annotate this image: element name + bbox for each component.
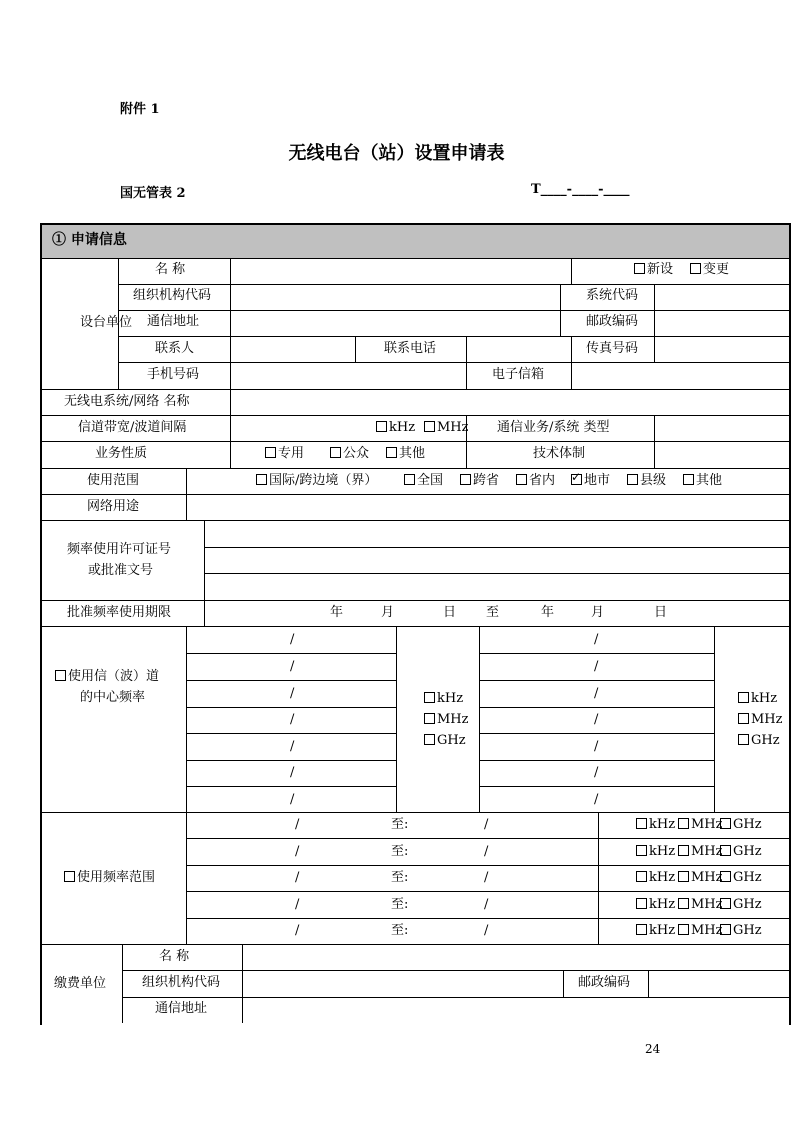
checkbox-label: MHz <box>691 897 723 912</box>
scope-label: 使用范围 <box>87 473 140 488</box>
checkbox-label: 县级 <box>640 473 667 488</box>
address-label: 通信地址 <box>147 314 200 329</box>
scope-option[interactable] <box>571 473 610 489</box>
checkbox-label: GHz <box>733 817 762 832</box>
grid-line <box>186 812 187 944</box>
form-name: 国无管表 2 <box>120 186 186 201</box>
range-ghz[interactable] <box>720 923 762 939</box>
checkbox-label: GHz <box>733 897 762 912</box>
checkbox-label: MHz <box>691 844 723 859</box>
checkbox-icon <box>678 818 689 829</box>
slash-right: / <box>594 765 599 780</box>
new-option[interactable] <box>634 262 673 278</box>
purpose-label: 网络用途 <box>87 499 140 514</box>
grid-line <box>571 336 572 389</box>
nature-option[interactable] <box>330 446 369 462</box>
scope-option[interactable] <box>627 473 666 489</box>
payer-org-code-label: 组织机构代码 <box>142 975 221 990</box>
grid-line <box>560 284 561 336</box>
mobile-label: 手机号码 <box>147 367 200 382</box>
grid-line <box>186 626 187 812</box>
system-code-label: 系统代码 <box>586 288 639 303</box>
checkbox-label: kHz <box>649 897 676 912</box>
checkbox-label: MHz <box>437 420 469 435</box>
grid-line <box>479 653 714 654</box>
org-code-label: 组织机构代码 <box>133 288 212 303</box>
grid-line <box>230 389 231 468</box>
range-mhz[interactable] <box>678 870 723 886</box>
grid-line <box>204 520 205 626</box>
slash-left: / <box>290 712 295 727</box>
range-slash-right: / <box>484 844 489 859</box>
checkbox-icon <box>690 263 701 274</box>
slash-left: / <box>290 792 295 807</box>
grid-line <box>42 441 789 442</box>
attachment-label: 附件 1 <box>120 102 160 117</box>
mhz-option[interactable] <box>424 420 469 436</box>
grid-line <box>654 441 655 468</box>
checkbox-icon <box>571 474 582 485</box>
range-slash-left: / <box>295 844 300 859</box>
page-title: 无线电台（站）设置申请表 <box>288 143 505 164</box>
checkbox-icon <box>636 924 647 935</box>
grid-line <box>186 733 396 734</box>
checkbox-icon <box>265 447 276 458</box>
checkbox-icon <box>424 692 435 703</box>
grid-line <box>118 310 789 311</box>
page-number: 24 <box>645 1042 661 1056</box>
range-mhz[interactable] <box>678 923 723 939</box>
grid-line <box>563 970 564 997</box>
grid-line <box>186 760 396 761</box>
checkbox-label: GHz <box>733 870 762 885</box>
range-khz[interactable] <box>636 817 675 833</box>
checkbox-label: 公众 <box>343 446 370 461</box>
checkbox-icon <box>634 263 645 274</box>
form-code: T____-____-____ <box>531 182 630 197</box>
range-slash-right: / <box>484 897 489 912</box>
nature-label: 业务性质 <box>95 446 148 461</box>
range-to: 至: <box>391 897 409 912</box>
checkbox-icon <box>678 871 689 882</box>
email-label: 电子信箱 <box>492 367 545 382</box>
checkbox-icon <box>636 871 647 882</box>
checkbox-label: 国际/跨边境（界） <box>269 473 378 488</box>
bandwidth-label: 信道带宽/波道间隔 <box>78 420 187 435</box>
channel-label-2: 的中心频率 <box>80 690 146 705</box>
range-ghz[interactable] <box>720 817 762 833</box>
checkbox-icon <box>636 898 647 909</box>
grid-line <box>479 786 714 787</box>
checkbox-icon <box>424 713 435 724</box>
range-khz[interactable] <box>636 870 675 886</box>
grid-line <box>122 970 789 971</box>
grid-line <box>571 258 572 284</box>
checkbox-icon <box>55 670 66 681</box>
checkbox-icon <box>256 474 267 485</box>
postal-code-label: 邮政编码 <box>586 314 639 329</box>
grid-line <box>654 415 655 441</box>
tech-label: 技术体制 <box>533 446 586 461</box>
checkbox-label: MHz <box>691 923 723 938</box>
checkbox-icon <box>516 474 527 485</box>
range-khz[interactable] <box>636 897 675 913</box>
nature-option[interactable] <box>265 446 304 462</box>
grid-line <box>714 626 715 812</box>
checkbox-icon <box>678 924 689 935</box>
system-name-label: 无线电系统/网络 名称 <box>64 394 190 409</box>
checkbox-icon <box>64 871 75 882</box>
checkbox-label: 其他 <box>399 446 426 461</box>
checkbox-label: MHz <box>751 712 783 727</box>
contact-label: 联系人 <box>155 341 195 356</box>
channel-unit-left[interactable] <box>424 733 466 749</box>
checkbox-label: GHz <box>751 733 780 748</box>
checkbox-label: 其他 <box>696 473 723 488</box>
grid-line <box>355 336 356 362</box>
checkbox-icon <box>738 713 749 724</box>
checkbox-label: GHz <box>733 844 762 859</box>
checkbox-icon <box>330 447 341 458</box>
range-to: 至: <box>391 870 409 885</box>
checkbox-label: 地市 <box>584 473 611 488</box>
channel-unit-right[interactable] <box>738 733 780 749</box>
grid-line <box>479 680 714 681</box>
channel-unit-left[interactable] <box>424 691 463 707</box>
range-khz[interactable] <box>636 923 675 939</box>
checkbox-label: 使用频率范围 <box>77 870 156 885</box>
range-slash-right: / <box>484 817 489 832</box>
checkbox-icon <box>720 845 731 856</box>
scope-option[interactable] <box>256 473 377 489</box>
checkbox-icon <box>683 474 694 485</box>
grid-line <box>42 520 789 521</box>
slash-right: / <box>594 739 599 754</box>
khz-option[interactable] <box>376 420 415 436</box>
period-part: 月 <box>591 605 605 620</box>
fax-label: 传真号码 <box>586 341 639 356</box>
period-part: 年 <box>330 605 344 620</box>
checkbox-icon <box>424 734 435 745</box>
period-part: 月 <box>381 605 395 620</box>
period-part: 日 <box>654 605 668 620</box>
slash-right: / <box>594 632 599 647</box>
slash-left: / <box>290 686 295 701</box>
range-to: 至: <box>391 923 409 938</box>
checkbox-icon <box>720 898 731 909</box>
range-slash-left: / <box>295 817 300 832</box>
grid-line <box>396 626 397 812</box>
checkbox-icon <box>376 421 387 432</box>
checkbox-label: kHz <box>649 817 676 832</box>
checkbox-label: kHz <box>649 844 676 859</box>
channel-option[interactable] <box>55 669 159 685</box>
checkbox-label: GHz <box>437 733 466 748</box>
checkbox-icon <box>678 898 689 909</box>
grid-line <box>118 336 789 337</box>
range-slash-right: / <box>484 923 489 938</box>
period-part: 至 <box>486 605 500 620</box>
checkbox-icon <box>424 421 435 432</box>
grid-line <box>654 284 655 336</box>
grid-line <box>204 573 789 574</box>
checkbox-icon <box>636 845 647 856</box>
grid-line <box>118 284 789 285</box>
scope-option[interactable] <box>516 473 555 489</box>
name-label: 名 称 <box>155 262 186 277</box>
range-to: 至: <box>391 844 409 859</box>
slash-left: / <box>290 659 295 674</box>
grid-line <box>204 547 789 548</box>
grid-line <box>186 891 789 892</box>
range-slash-left: / <box>295 897 300 912</box>
payer-group-label: 缴费单位 <box>54 976 107 991</box>
range-mhz[interactable] <box>678 844 723 860</box>
range-mhz[interactable] <box>678 817 723 833</box>
range-slash-right: / <box>484 870 489 885</box>
grid-line <box>242 944 243 1023</box>
checkbox-label: kHz <box>649 923 676 938</box>
range-option[interactable] <box>64 870 155 886</box>
unit-group-label: 设台单位 <box>80 315 133 330</box>
service-type-label: 通信业务/系统 类型 <box>497 420 610 435</box>
grid-line <box>598 812 599 944</box>
grid-line <box>186 786 396 787</box>
grid-line <box>479 760 714 761</box>
checkbox-icon <box>386 447 397 458</box>
grid-line <box>479 707 714 708</box>
grid-line <box>186 707 396 708</box>
checkbox-label: 新设 <box>647 262 674 277</box>
channel-unit-right[interactable] <box>738 691 777 707</box>
slash-left: / <box>290 739 295 754</box>
payer-name-label: 名 称 <box>159 949 190 964</box>
application-form <box>40 223 791 1025</box>
grid-line <box>42 415 789 416</box>
channel-unit-right[interactable] <box>738 712 783 728</box>
period-part: 日 <box>443 605 457 620</box>
checkbox-icon <box>636 818 647 829</box>
checkbox-label: MHz <box>691 870 723 885</box>
slash-left: / <box>290 632 295 647</box>
grid-line <box>42 626 789 627</box>
checkbox-icon <box>720 924 731 935</box>
channel-unit-left[interactable] <box>424 712 469 728</box>
range-to: 至: <box>391 817 409 832</box>
checkbox-label: GHz <box>733 923 762 938</box>
checkbox-label: 使用信（波）道 <box>68 669 160 684</box>
checkbox-label: 省内 <box>529 473 556 488</box>
range-slash-left: / <box>295 923 300 938</box>
phone-label: 联系电话 <box>384 341 437 356</box>
grid-line <box>42 389 789 390</box>
grid-line <box>186 918 789 919</box>
grid-line <box>42 944 789 945</box>
checkbox-icon <box>738 692 749 703</box>
grid-line <box>42 468 789 469</box>
checkbox-label: MHz <box>691 817 723 832</box>
range-ghz[interactable] <box>720 844 762 860</box>
grid-line <box>466 336 467 389</box>
checkbox-label: kHz <box>389 420 416 435</box>
range-ghz[interactable] <box>720 870 762 886</box>
range-ghz[interactable] <box>720 897 762 913</box>
grid-line <box>648 970 649 997</box>
period-part: 年 <box>541 605 555 620</box>
checkbox-icon <box>720 871 731 882</box>
grid-line <box>479 733 714 734</box>
grid-line <box>186 838 789 839</box>
checkbox-icon <box>460 474 471 485</box>
scope-option[interactable] <box>404 473 443 489</box>
checkbox-label: kHz <box>649 870 676 885</box>
scope-option[interactable] <box>683 473 722 489</box>
slash-right: / <box>594 792 599 807</box>
grid-line <box>122 944 123 1023</box>
grid-line <box>42 812 789 813</box>
grid-line <box>654 336 655 362</box>
period-label: 批准频率使用期限 <box>67 605 172 620</box>
checkbox-label: 跨省 <box>473 473 500 488</box>
grid-line <box>479 626 480 812</box>
slash-right: / <box>594 686 599 701</box>
grid-line <box>186 653 396 654</box>
checkbox-icon <box>404 474 415 485</box>
license-label-2: 或批准文号 <box>88 563 154 578</box>
checkbox-label: MHz <box>437 712 469 727</box>
payer-address-label: 通信地址 <box>155 1001 208 1016</box>
grid-line <box>118 362 789 363</box>
grid-line <box>186 865 789 866</box>
checkbox-icon <box>720 818 731 829</box>
section-header: ① 申请信息 <box>42 225 789 259</box>
checkbox-label: 专用 <box>278 446 305 461</box>
range-slash-left: / <box>295 870 300 885</box>
range-mhz[interactable] <box>678 897 723 913</box>
grid-line <box>42 494 789 495</box>
slash-left: / <box>290 765 295 780</box>
checkbox-label: kHz <box>751 691 778 706</box>
checkbox-icon <box>738 734 749 745</box>
checkbox-label: 变更 <box>703 262 730 277</box>
grid-line <box>186 468 187 520</box>
checkbox-icon <box>627 474 638 485</box>
grid-line <box>466 441 467 468</box>
grid-line <box>42 600 789 601</box>
checkbox-label: kHz <box>437 691 464 706</box>
nature-option[interactable] <box>386 446 425 462</box>
scope-option[interactable] <box>460 473 499 489</box>
checkbox-icon <box>678 845 689 856</box>
checkbox-label: 全国 <box>417 473 444 488</box>
range-khz[interactable] <box>636 844 675 860</box>
slash-right: / <box>594 712 599 727</box>
license-label: 频率使用许可证号 <box>67 542 172 557</box>
grid-line <box>122 997 789 998</box>
change-option[interactable] <box>690 262 729 278</box>
grid-line <box>186 680 396 681</box>
slash-right: / <box>594 659 599 674</box>
payer-postal-label: 邮政编码 <box>578 975 631 990</box>
grid-line <box>230 258 231 389</box>
